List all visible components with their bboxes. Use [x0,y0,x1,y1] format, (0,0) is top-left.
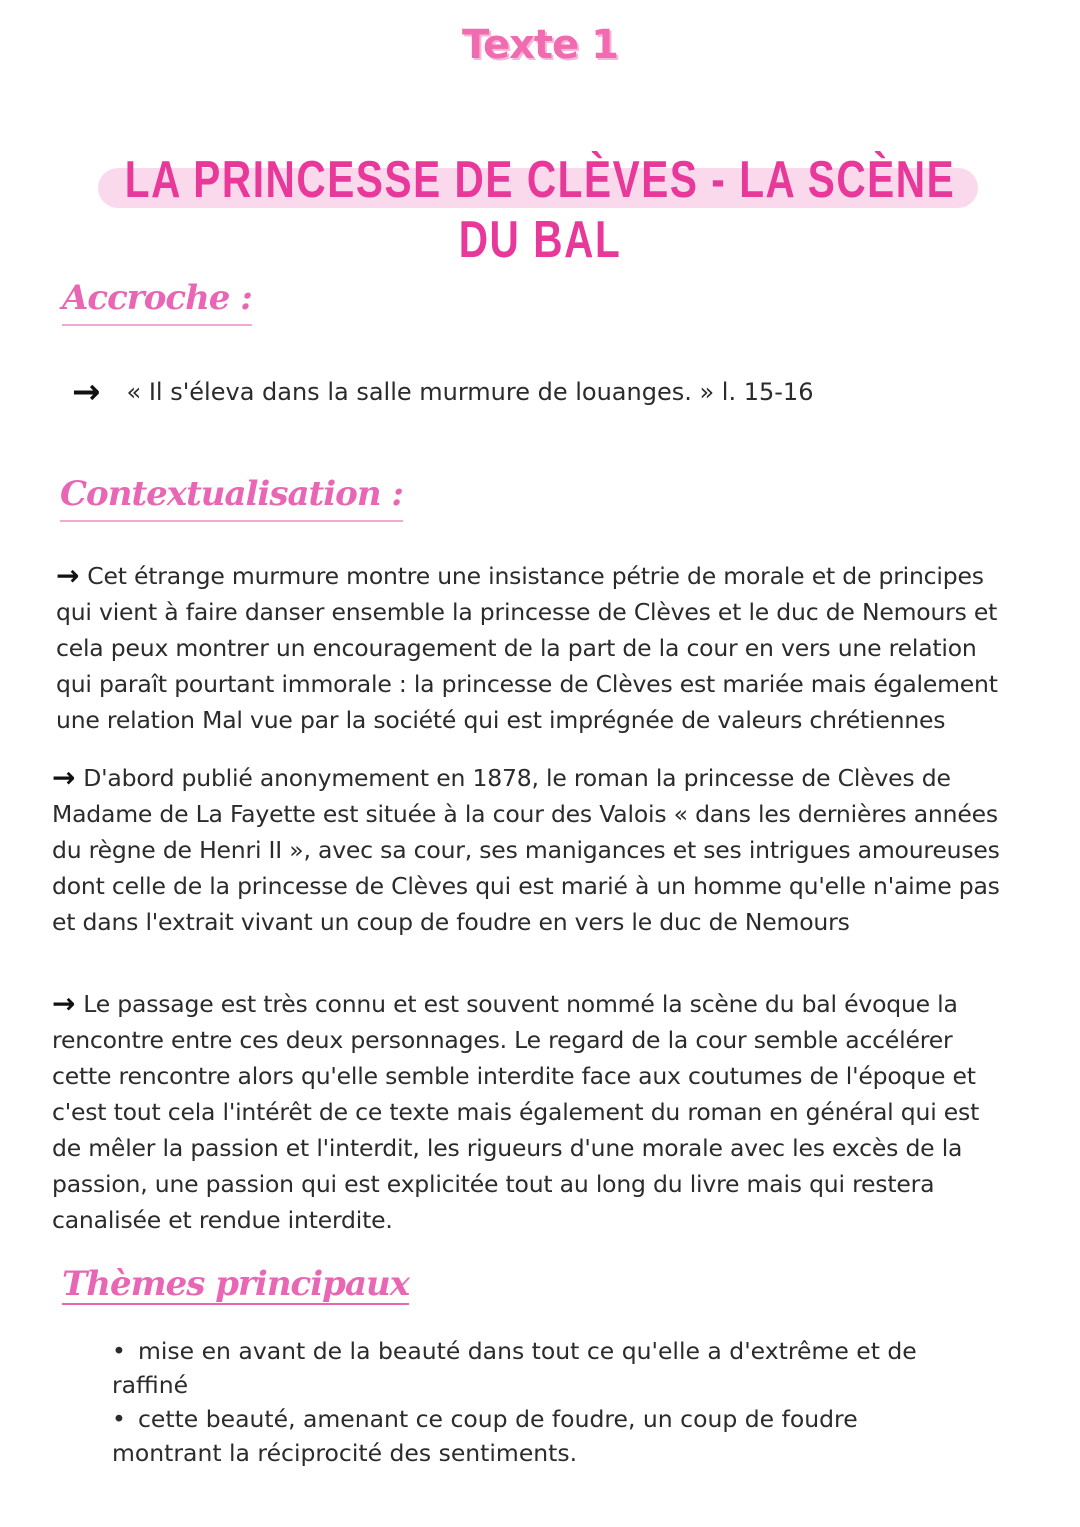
context-paragraph-2 [52,760,1012,940]
paragraph-text: Le passage est très connu et est souvent nommé la scène du bal évoque la rencontre entre ces deux personnages. Le regard de la cour semble accélérer cette rencontre alors qu'elle semble interdite face aux coutumes de l'époque et c'est tout cela l'intérêt de ce texte mais également du roman en général qui est de mêler la passion et l'interdit, les rigueurs d'une morale avec les excès de la passion, une passion qui est explicitée tout au long du livre mais qui restera canalisée et rendue interdite. [52,990,980,1234]
accroche-quote-line [72,372,813,412]
bullet-icon: • [112,1405,126,1433]
list-item-text: cette beauté, amenant ce coup de foudre, un coup de foudre montrant la réciprocité des sentiments. [112,1405,858,1467]
context-paragraph-3 [52,986,1002,1238]
accroche-quote: « Il s'éleva dans la salle murmure de louanges. » l. 15-16 [126,378,814,406]
page-title: LA PRINCESSE DE CLÈVES - LA SCÈNE DU BAL [124,151,956,269]
paragraph-text: Cet étrange murmure montre une insistance pétrie de morale et de principes qui vient à faire danser ensemble la princesse de Clèves et le duc de Nemours et cela peux montrer un encouragement de la part de la cour en vers une relation qui paraît pourtant immorale : la princesse de Clèves est mariée mais également une relation Mal vue par la société qui est imprégnée de valeurs chrétiennes [56,562,998,734]
context-paragraph-1 [56,558,1016,738]
arrow-icon: → [52,987,76,1020]
heading-themes: Thèmes principaux [62,1264,409,1304]
list-item-text: mise en avant de la beauté dans tout ce qu'elle a d'extrême et de raffiné [112,1337,917,1399]
list-item [112,1334,972,1402]
paragraph-text: D'abord publié anonymement en 1878, le roman la princesse de Clèves de Madame de La Fayette est située à la cour des Valois « dans les dernières années du règne de Henri II », avec sa cour, ses manigances et ses intrigues amoureuses dont celle de la princesse de Clèves qui est marié à un homme qu'elle n'aime pas et dans l'extrait vivant un coup de foudre en vers le duc de Nemours [52,764,1000,936]
page-label: Texte 1 [462,22,618,68]
arrow-icon: → [72,372,101,412]
themes-list [112,1334,972,1470]
list-item [112,1402,972,1470]
heading-contextualisation: Contextualisation : [60,474,403,522]
arrow-icon: → [56,559,80,592]
heading-accroche: Accroche : [62,278,252,326]
arrow-icon: → [52,761,76,794]
bullet-icon: • [112,1337,126,1365]
